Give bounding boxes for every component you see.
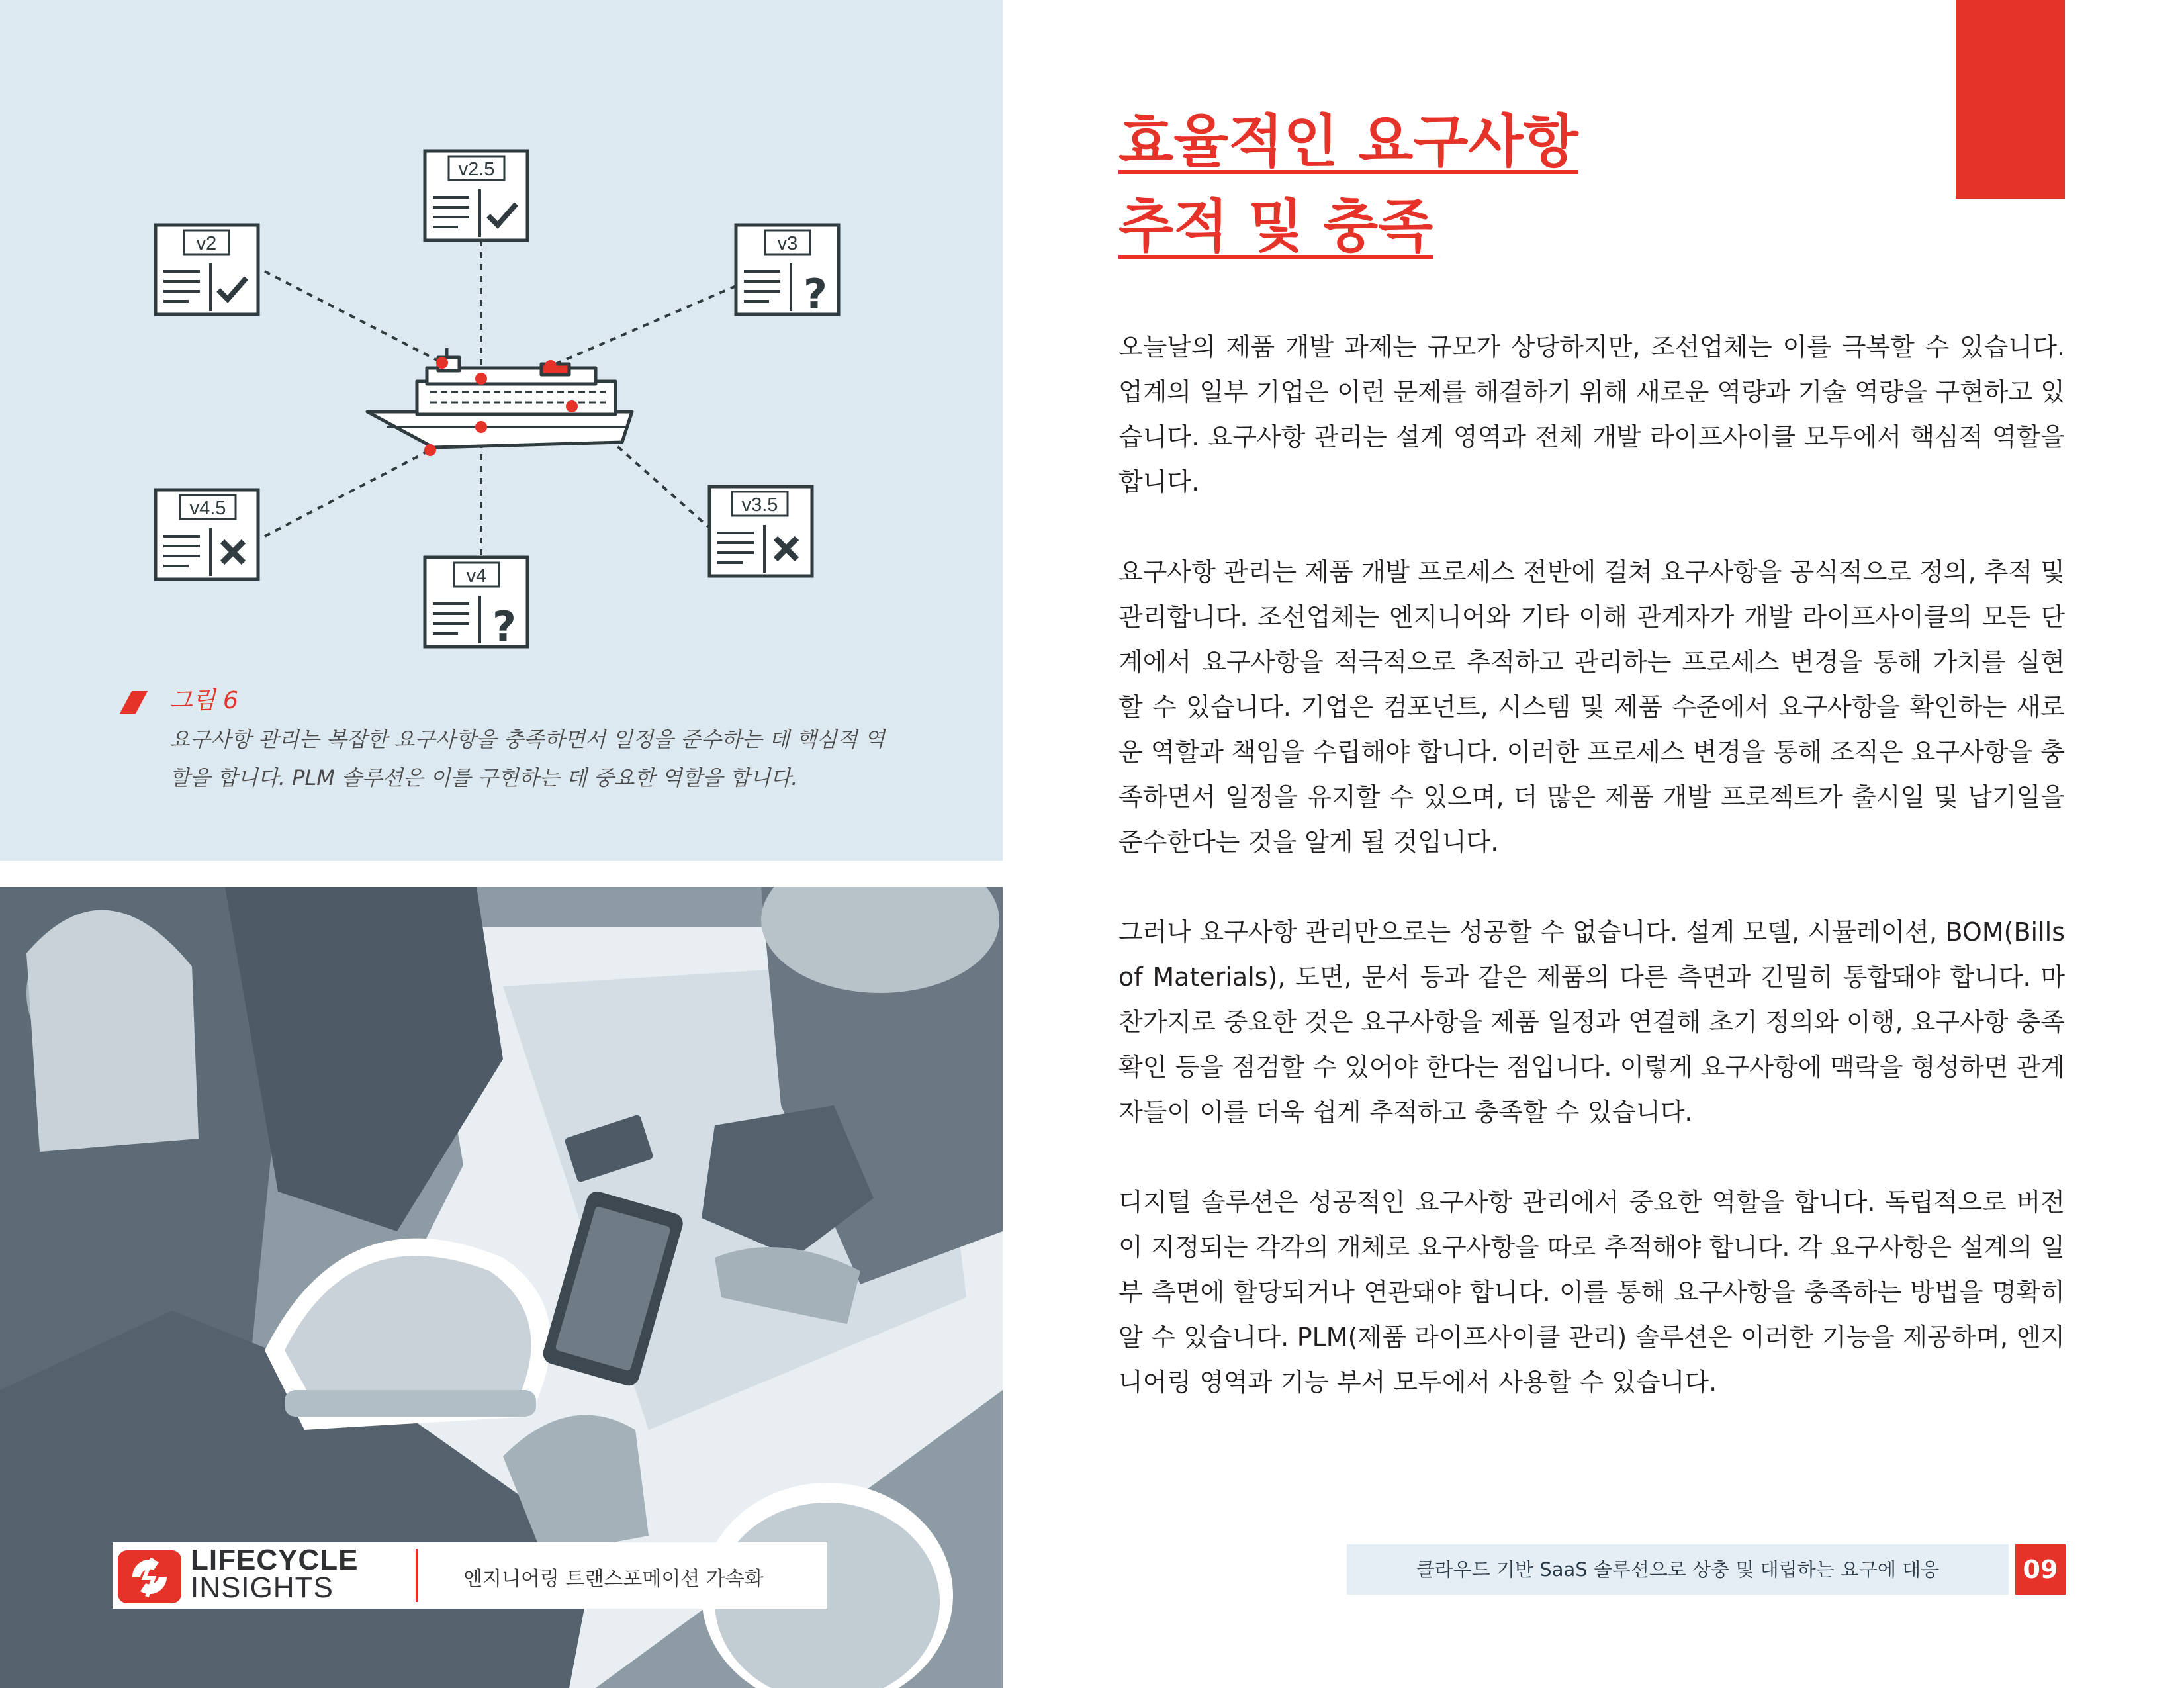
version-card-v2.5	[425, 151, 527, 240]
article-body	[1118, 324, 2065, 1450]
version-card-v2	[156, 225, 258, 314]
title-line-1: 효율적인 요구사항	[1118, 109, 1578, 175]
question-icon: ?	[803, 270, 827, 318]
ship-icon	[367, 348, 632, 447]
brand-logo-text	[191, 1546, 358, 1602]
version-label: v4	[466, 565, 487, 586]
version-label: v2	[196, 233, 217, 254]
footer-left-title: 엔지니어링 트랜스포메이션 가속화	[463, 1568, 764, 1591]
paragraph: 요구사항 관리는 제품 개발 프로세스 전반에 걸쳐 요구사항을 공식적으로 정의, 추적 및 관리합니다. 조선업체는 엔지니어와 기타 이해 관계자가 개발 라이프사이클의 모든 단계에서 요구사항을 적극적으로 추적하고 관리하는 프로세스 변경을 통해 가치를 실현할 수 있습니다. 기업은 컴포넌트, 시스템 및 제품 수준에서 요구사항을 확인하는 새로운 역할과 책임을 수립해야 합니다. 이러한 프로세스 변경을 통해 조직은 요구사항을 충족하면서 일정을 유지할 수 있으며, 더 많은 제품 개발 프로젝트가 출시일 및 납기일을 준수한다는 것을 알게 될 것입니다.	[1118, 557, 2065, 857]
brand-line-2: INSIGHTS	[191, 1571, 334, 1604]
version-card-v4	[425, 557, 527, 651]
figure-panel	[0, 0, 1003, 861]
version-label: v4.5	[189, 498, 226, 519]
figure-label: 그림 6	[169, 687, 238, 714]
red-accent-tab	[1956, 0, 2065, 199]
version-label: v3	[777, 233, 798, 254]
paragraph: 그러나 요구사항 관리만으로는 성공할 수 없습니다. 설계 모델, 시뮬레이션, BOM(Bills of Materials), 도면, 문서 등과 같은 제품의 다른 측면과 긴밀히 통합돼야 합니다. 마찬가지로 중요한 것은 요구사항을 제품 일정과 연결해 초기 정의와 이행, 요구사항 충족 확인 등을 점검할 수 있어야 한다는 점입니다. 이렇게 요구사항에 맥락을 형성하면 관계자들이 이를 더욱 쉽게 추적하고 충족할 수 있습니다.	[1118, 917, 2065, 1127]
footer-section-title: 클라우드 기반 SaaS 솔루션으로 상충 및 대립하는 요구에 대응	[1416, 1558, 1940, 1581]
footer-brand-bar	[113, 1542, 827, 1609]
figure-caption-text: 요구사항 관리는 복잡한 요구사항을 충족하면서 일정을 준수하는 데 핵심적 역할을 합니다. PLM 솔루션은 이를 구현하는 데 중요한 역할을 합니다.	[169, 727, 885, 790]
version-label: v2.5	[458, 159, 495, 180]
title-line-2: 추적 및 충족	[1118, 193, 1433, 259]
paragraph: 디지털 솔루션은 성공적인 요구사항 관리에서 중요한 역할을 합니다. 독립적으로 버전이 지정되는 각각의 개체로 요구사항을 따로 추적해야 합니다. 각 요구사항은 설계의 일부 측면에 할당되거나 연관돼야 합니다. 이를 통해 요구사항을 충족하는 방법을 명확히 알 수 있습니다. PLM(제품 라이프사이클 관리) 솔루션은 이러한 기능을 제공하며, 엔지니어링 영역과 기능 부서 모두에서 사용할 수 있습니다.	[1118, 1188, 2065, 1397]
version-label: v3.5	[741, 494, 778, 516]
version-card-v3	[736, 225, 839, 318]
question-icon: ?	[492, 602, 516, 651]
footer-section-bar	[1347, 1544, 2009, 1595]
paragraph: 오늘날의 제품 개발 과제는 규모가 상당하지만, 조선업체는 이를 극복할 수 있습니다. 업계의 일부 기업은 이런 문제를 해결하기 위해 새로운 역량과 기술 역량을 구현하고 있습니다. 요구사항 관리는 설계 영역과 전체 개발 라이프사이클 모두에서 핵심적 역할을 합니다.	[1118, 332, 2065, 496]
page-title	[1118, 99, 1913, 269]
brand-line-1: LIFECYCLE	[191, 1544, 359, 1576]
version-card-v3.5	[709, 487, 812, 576]
lifecycle-logo-icon	[118, 1550, 181, 1603]
page-number: 09	[2015, 1544, 2066, 1595]
version-card-v4.5	[156, 490, 258, 579]
footer-divider	[416, 1549, 418, 1602]
